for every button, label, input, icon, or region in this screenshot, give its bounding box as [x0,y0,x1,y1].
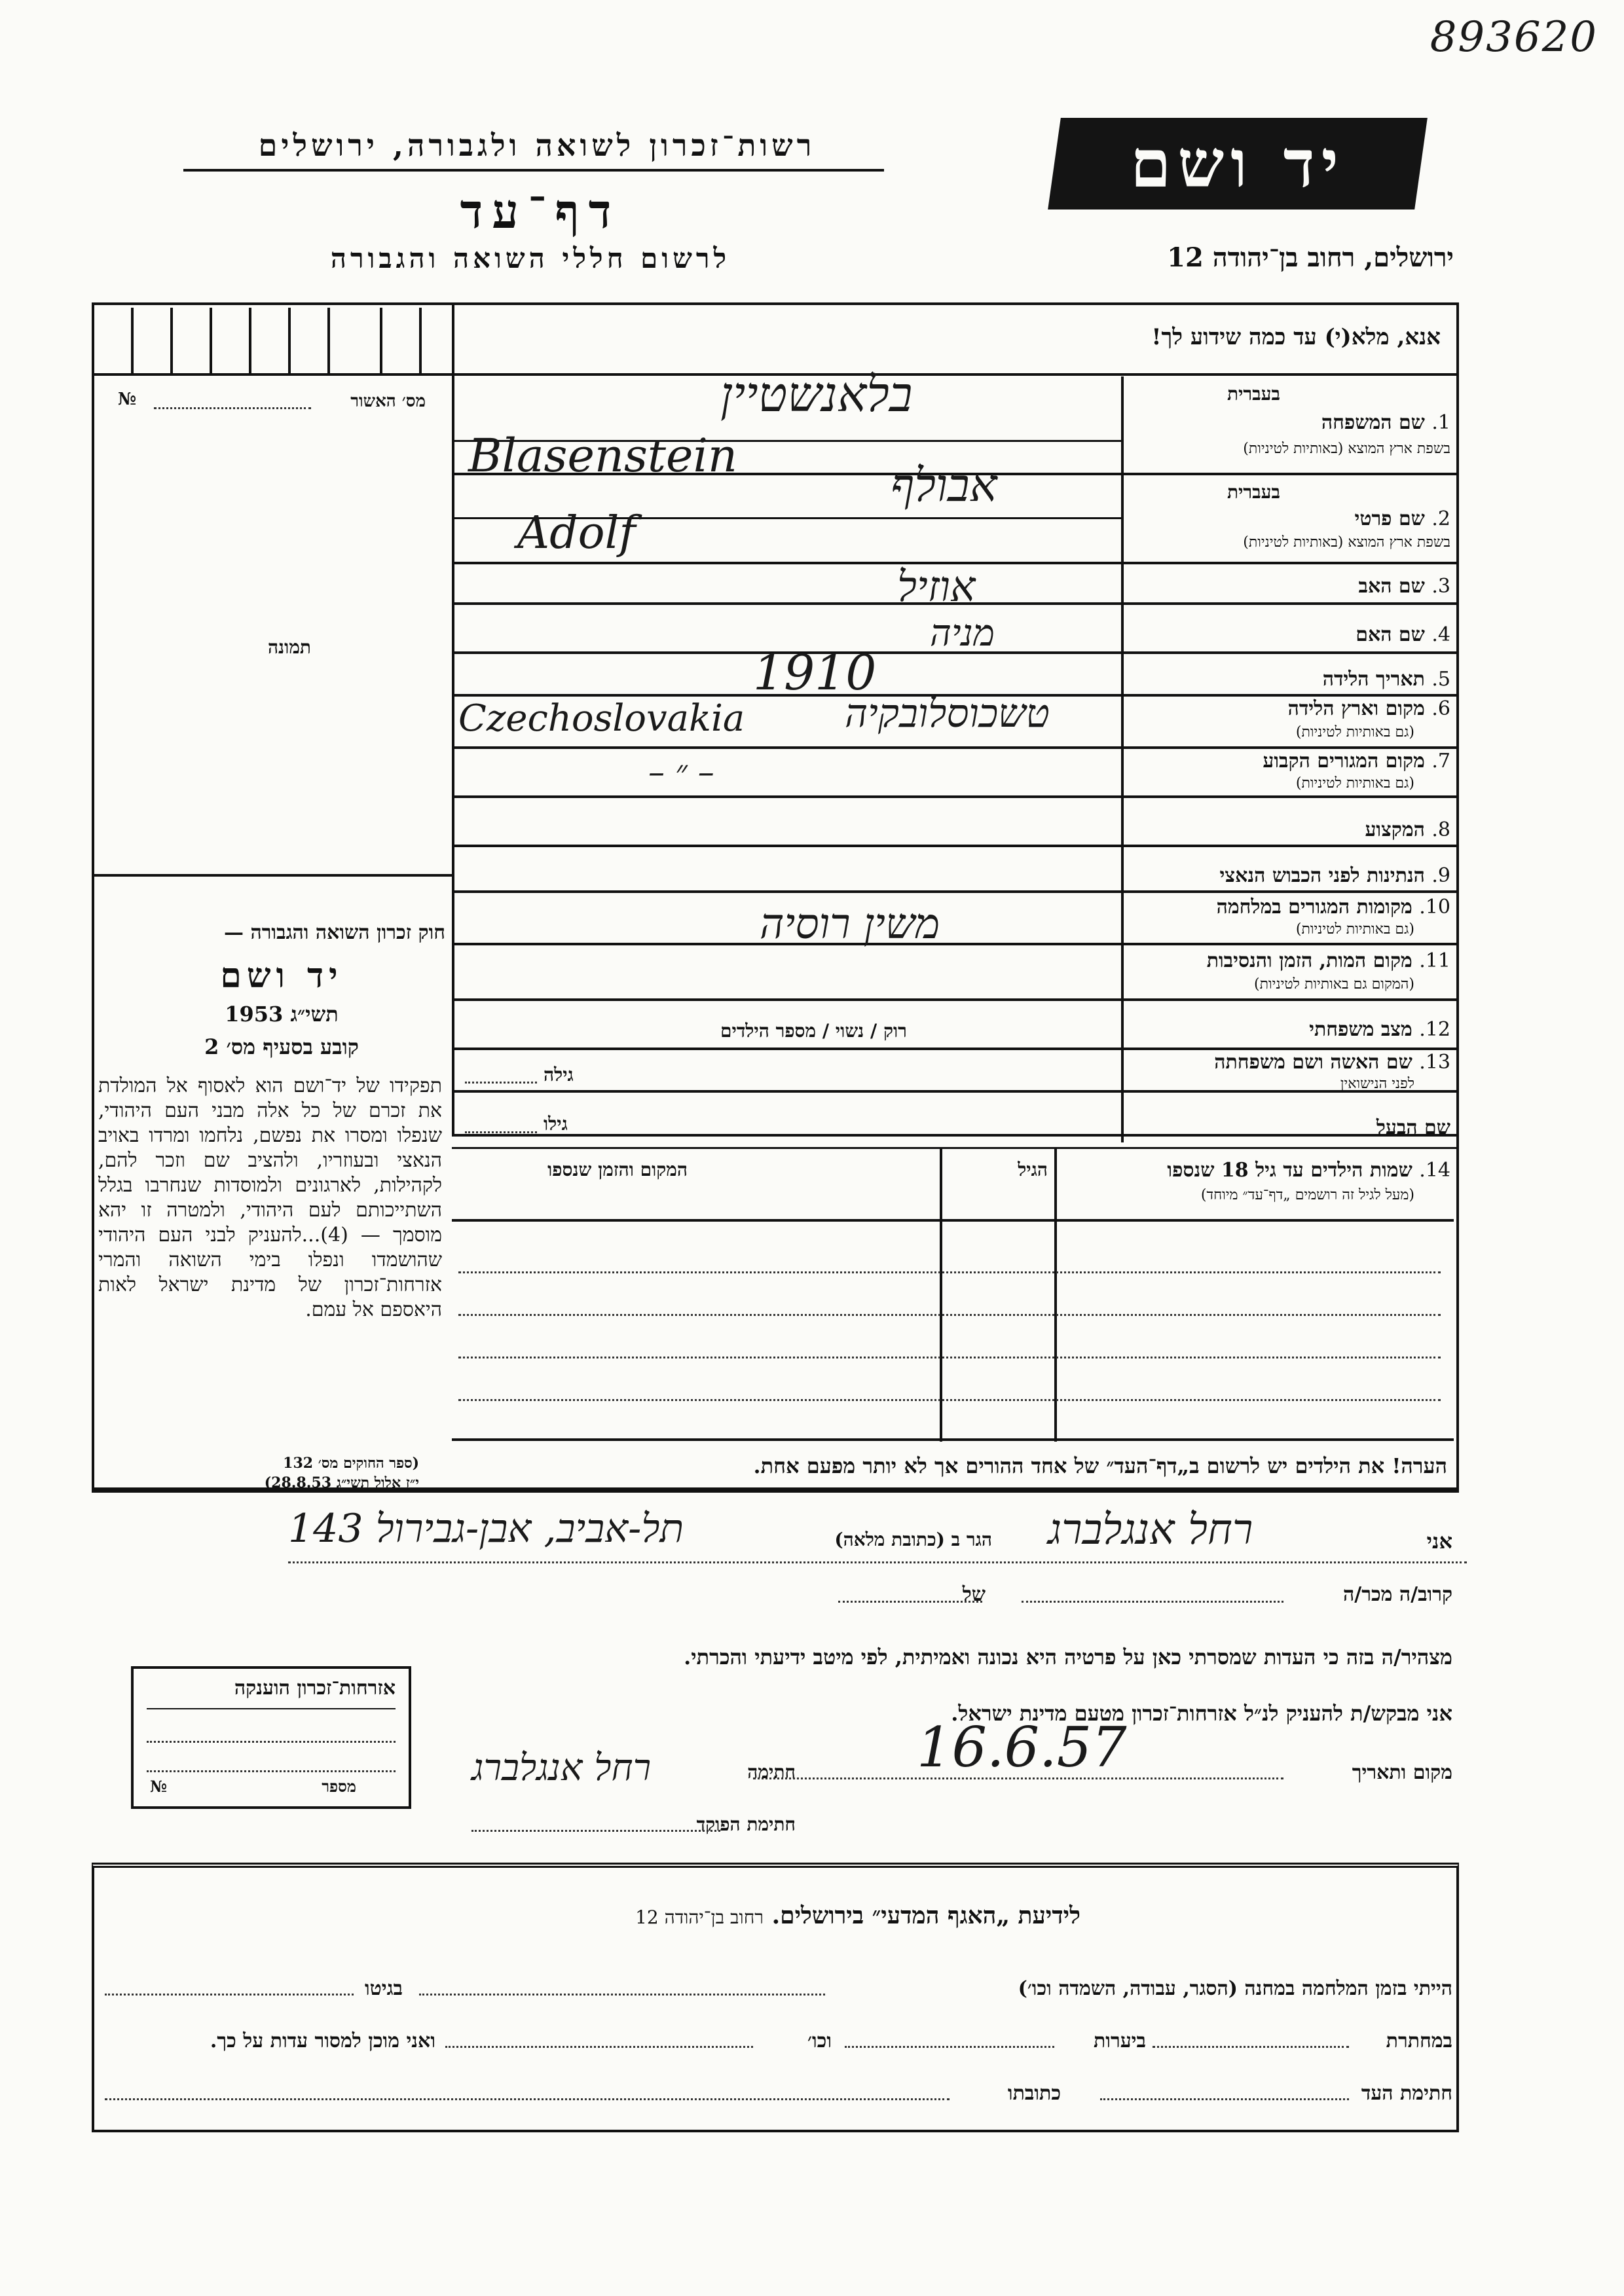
yad-vashem-logo [1048,118,1428,210]
birthplace-latin-value: Czechoslovakia [458,697,745,740]
field-9-label: 9. הנתינות לפני הכבוש הנאצי [1219,864,1450,887]
info-underground-dotline [1153,2046,1349,2048]
citizenship-no: № [150,1777,168,1796]
approval-dotline [154,407,311,409]
citizenship-number: מספר [322,1777,356,1796]
first-name-latin-value: Adolf [517,507,636,559]
field-7-sub: (גם באותיות לטיניות) [1295,775,1414,792]
info-camp-dotline [419,1994,825,1995]
date-value: 16.6.57 [917,1715,1127,1779]
row-line-6 [452,746,1456,749]
law-title: חוק זכרון השואה והגבורה — [224,921,445,944]
authority-title: רשות־זכרון לשואה ולגבורה, ירושלים [258,128,816,163]
death-place-value: משין רוסיה [760,900,940,949]
info-ghetto-dotline [105,1994,354,1995]
photo-label: תמונה [267,636,311,658]
field-1-hebrew-tag: בעברית [1227,383,1280,405]
field-10-label: 10. מקומות המגורים במלחמה [1216,896,1450,919]
birthplace-hebrew-value: טשכוסלובקיה [845,691,1050,737]
label-column-divider [1121,376,1124,1142]
address-dotline [288,1561,1467,1563]
husband-age-dotline [465,1131,537,1133]
info-etc-dotline [445,2046,753,2048]
info-line-2d: ואני מוכן למסור עדות על כך. [210,2030,435,2052]
field-13-label: 13. שם האשה ושם משפחתה [1214,1051,1450,1074]
field-6-label: 6. מקום וארץ הלידה [1287,697,1450,720]
office-boxes [98,308,452,373]
field-1-sub: בשפת ארץ המוצא (באותיות לטיניות) [1243,441,1450,457]
children-place-col: המקום והזמן שנספו [547,1159,688,1180]
children-label: 14. שמות הילדים עד גיל 18 שנספו [1167,1159,1450,1182]
statement-text: מצהיר/ה בזה כי העדות שמסרתי כאן על פרטיה היא נכונה ואמיתית, לפי מיטב ידיעתי והכרתי. [684,1645,1452,1669]
info-line-1b: בגיטו [364,1977,403,2000]
first-name-hebrew-value: אבולף [891,458,997,512]
info-line-3b: כתובתו [1007,2082,1061,2105]
field-1-label: 1. שם המשפחה [1321,411,1450,434]
archive-number: 893620 [1430,13,1598,62]
relative-label: קרוב/ה מכר/ה [1343,1583,1452,1606]
info-line-2b: ביערות [1093,2030,1146,2052]
law-year: תשי״ג 1953 [225,1002,339,1027]
note-text: הערה! את הילדים יש לרשום ב„דף־העד״ של אחד ההורים אך לא יותר מפעם אחת. [753,1453,1447,1478]
father-name-value: אוזיל [897,563,976,611]
children-age-col: הגיל [1018,1159,1048,1180]
wife-age-label: גילה [544,1064,574,1085]
citizenship-box [131,1666,411,1809]
field-4-label: 4. שם האם [1356,623,1450,646]
field-8-label: 8. המקצוע [1365,818,1450,841]
field-11-sub: (המקום גם באותיות לטיניות) [1254,976,1414,993]
approval-label: מס׳ האשור [350,392,426,411]
left-column-divider [452,302,454,1134]
of-label: של [962,1583,986,1606]
surname-latin-value: Blasenstein [468,429,737,483]
field-2-label: 2. שם פרטי [1354,507,1450,530]
info-address-dotline [105,2098,950,2100]
mother-name-value: מניה [930,612,995,655]
citizenship-title: אזרחות־זכרון הוענקה [234,1677,396,1700]
place-date-label: מקום ותאריך [1352,1761,1452,1784]
law-reference-1: (ספר החוקים מס׳ 132 [283,1455,419,1472]
official-signature-label: חתימת הפוקד [696,1813,796,1835]
law-name: יד ושם [220,956,343,996]
field-13-sub: לפני הנישואין [1340,1076,1414,1092]
wife-age-dotline [465,1082,537,1084]
field-3-label: 3. שם האב [1358,575,1450,598]
form-title: דף־עד [460,183,621,239]
info-line-2c: וכו׳ [807,2030,832,2052]
row-line-8 [452,845,1456,847]
husband-label: שם הבעל [1376,1116,1450,1139]
logo-text: יד ושם [1130,125,1345,202]
place-date-dotline [753,1777,1283,1779]
header-address: ירושלים, רחוב בן־יהודה 12 [1167,242,1454,273]
photo-bottom-border [92,874,452,877]
header-underline [183,169,884,172]
field-2-sub: בשפת ארץ המוצא (באותיות לטיניות) [1243,534,1450,551]
row-line-12 [452,1048,1456,1050]
info-line-2a: במחתרת [1386,2030,1452,2052]
info-line-1a: הייתי בזמן המלחמה במחנה (הסגר, עבודה, השמדה וכו׳) [1018,1977,1452,2000]
intro-text: אנא, מלא(י) עד כמה שידוע לך! [1151,324,1441,350]
declaration-top-border [92,1487,1456,1490]
field-11-label: 11. מקום המות, הזמן והנסיבות [1206,949,1450,972]
field-2-hebrew-tag: בעברית [1227,481,1280,503]
field-5-label: 5. תאריך הלידה [1322,668,1450,691]
field-6-sub: (גם באותיות לטיניות) [1295,724,1414,740]
official-signature-dotline [471,1830,720,1832]
relative-dotline [1022,1601,1283,1603]
husband-age-label: גילו [544,1113,568,1135]
form-subtitle: לרשום חללי השואה והגבורה [330,242,731,274]
row-line-13 [452,1090,1456,1093]
request-text: אני מבקש/ת להעניק לנ״ל אזרחות־זכרון מטעם מדינת ישראל. [951,1701,1452,1726]
birth-date-value: 1910 [753,645,877,701]
info-title: לידיעת „האגף המדעי״ בירושלים. רחוב בן־יהודה 12 [635,1902,1080,1929]
signature-label: חתימה [747,1761,796,1783]
declaration-ani: אני [1426,1529,1452,1554]
info-forest-dotline [845,2046,1054,2048]
law-reference-2: י״ז אלול תשי״ג 28.8.53) [264,1474,419,1491]
residence-value: – ״ – [648,753,714,791]
declarant-signature: רחל אנגלברג [471,1747,652,1789]
row-line-9 [452,890,1456,893]
marital-status-value: רוק / נשוי / מספר הילדים [720,1020,907,1042]
resides-label: הגר ב (כתובת מלאה) [834,1529,992,1550]
row-line-7 [452,795,1456,798]
approval-no: № [118,390,137,409]
row-line-10 [452,943,1456,945]
info-line-3a: חתימת העד [1361,2082,1452,2105]
row-line-11 [452,998,1456,1001]
field-12-label: 12. מצב משפחתי [1309,1018,1450,1041]
surname-hebrew-value: בלאנשטיין [720,367,913,423]
row-line-14 [452,1134,1456,1137]
declarant-address-value: תל-אביב, אבן-גבירול 143 [288,1506,684,1552]
field-10-sub: (גם באותיות לטיניות) [1295,921,1414,938]
law-section: קובע בסעיף מס׳ 2 [204,1034,359,1059]
info-witness-signature-dotline [1100,2098,1349,2100]
of-dotline [838,1601,982,1603]
field-7-label: 7. מקום המגורים הקבוע [1263,750,1450,773]
children-sub: (מעל לגיל זה רושמים „דף־עד״ מיוחד) [1200,1187,1414,1203]
law-body: תפקידו של יד־ושם הוא לאסוף אל המולדת את זכרם של כל אלה מבני העם היהודי, שנפלו ומסרו את נפשם, נלחמו ומרדו באויב הנאצי ובעוזריו, ולהציב שם וזכר להם, לקהילות, לארגונים ולמוסדות שנחרבו בגלל השתייכותם לעם היהודי, ולמטרה זו יהא מוסמך — (4)...להעניק לבני העם היהודי שהושמדו ונפלו בימי השואה והמרי אזרחות־זכרון של מדינת ישראל לאות היאספם אל עמם. [98,1074,443,1321]
declarant-name-value: רחל אנגלברג [1048,1506,1253,1554]
